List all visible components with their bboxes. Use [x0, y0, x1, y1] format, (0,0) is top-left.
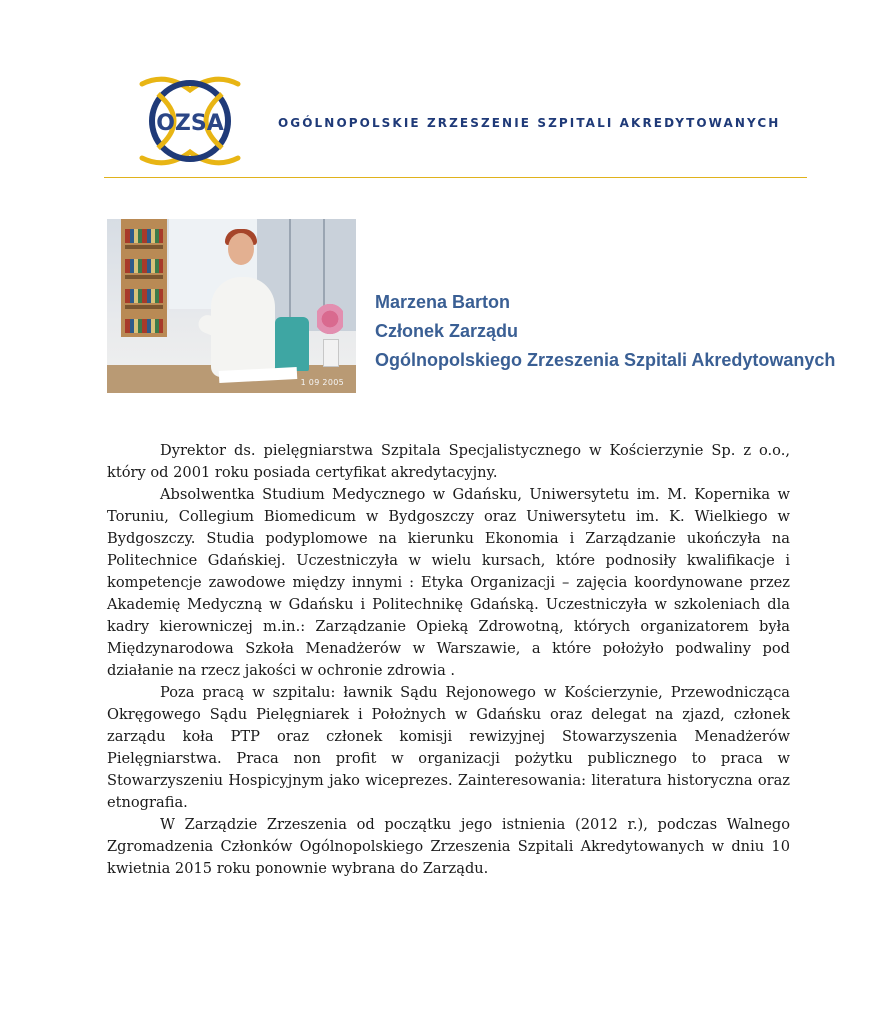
logo-text: OZSA: [156, 111, 224, 136]
biography-paragraph: Dyrektor ds. pielęgniarstwa Szpitala Specjalistycznego w Kościerzynie Sp. z o.o., który od 2001 roku posiada certyfikat akredytacyjny.: [107, 442, 790, 481]
biography-paragraph: Absolwentka Studium Medycznego w Gdańsku, Uniwersytetu im. M. Kopernika w Toruniu, Collegium Biomedicum w Bydgoszczy oraz Uniwersytetu im. K. Wielkiego w Bydgoszczy. Studia podyplomowe na kierunku Ekonomia i Zarządzanie ukończyła na Politechnice Gdańskiej. Uczestniczyła w wielu kursach, które podnosiły kwalifikacje i kompetencje zawodowe między innymi : Etyka Organizacji – zajęcia koordynowane przez Akademię Medyczną w Gdańsku i Politechnikę Gdańską. Uczestniczyła w szkoleniach dla kadry kierowniczej m.in.: Zarządzanie Opieką Zdrowotną, których organizatorem była Międzynarodowa Szkoła Menadżerów w Warszawie, a które położyło podwaliny pod działanie na rzecz jakości w ochronie zdrowia .: [107, 486, 790, 679]
person-role: Członek Zarządu: [375, 321, 519, 341]
ozsa-logo: [138, 74, 242, 168]
portrait-photo: [107, 219, 356, 393]
biography-paragraph: W Zarządzie Zrzeszenia od początku jego istnienia (2012 r.), podczas Walnego Zgromadzenia Członków Ogólnopolskiego Zrzeszenia Szpitali Akredytowanych w dniu 10 kwietnia 2015 roku ponownie wybrana do Zarządu.: [107, 816, 790, 877]
photo-date-stamp: 1 09 2005: [300, 378, 344, 387]
person-organization: Ogólnopolskiego Zrzeszenia Szpitali Akredytowanych: [375, 350, 836, 370]
biography: [107, 440, 790, 880]
biography-paragraph: Poza pracą w szpitalu: ławnik Sądu Rejonowego w Kościerzynie, Przewodnicząca Okręgowego Sądu Pielęgniarek i Położnych w Gdańsku oraz delegat na zjazd, członek zarządu koła PTP oraz członek komisji rewizyjnej Stowarzyszenia Menadżerów Pielęgniarstwa. Praca non profit w organizacji pożytku publicznego to praca w Stowarzyszeniu Hospicyjnym jako wiceprezes. Zainteresowania: literatura historyczna oraz etnografia.: [107, 684, 790, 811]
person-heading: [375, 288, 875, 375]
header-divider: [104, 177, 807, 178]
organization-name: OGÓLNOPOLSKIE ZRZESZENIE SZPITALI AKREDYTOWANYCH: [278, 116, 781, 130]
person-name: Marzena Barton: [375, 292, 511, 312]
